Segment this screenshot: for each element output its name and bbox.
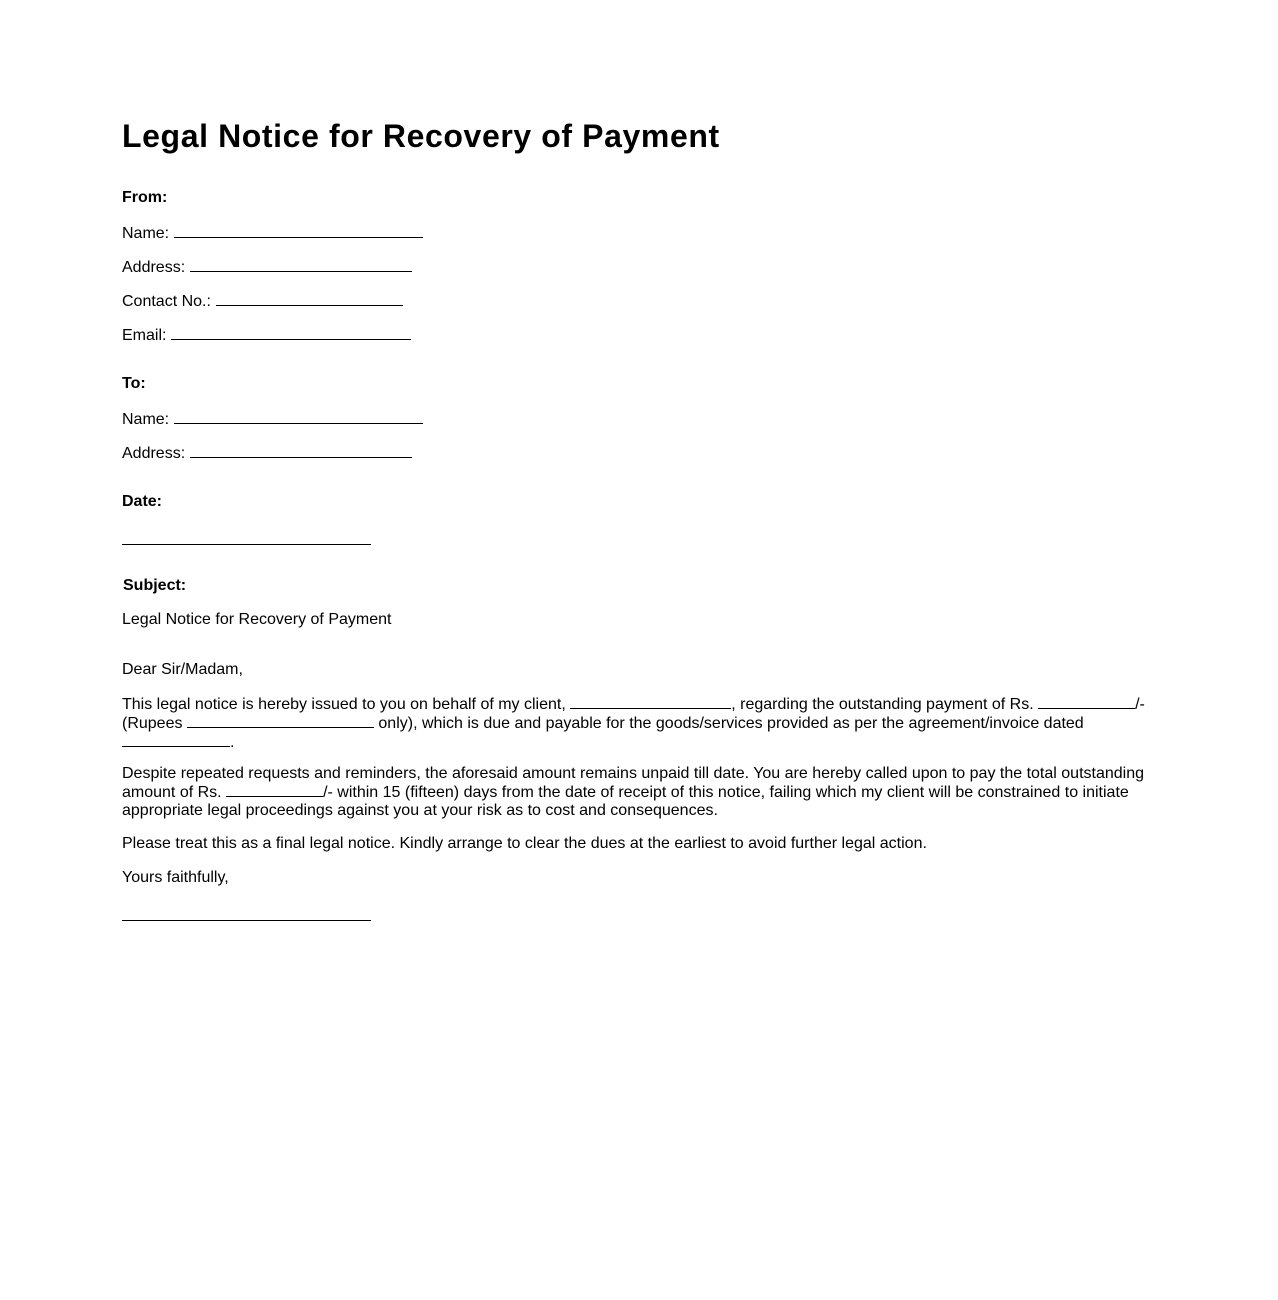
from-email-blank[interactable]	[171, 325, 411, 340]
para2-text-1: Despite repeated requests and reminders, the aforesaid amount remains unpaid till date. You are hereby called upon to pay the total outstanding amount of Rs.	[122, 765, 1144, 801]
para1-text-5: only), which is due and payable for the goods/services provided as per the agreement/invoice dated	[378, 715, 1084, 732]
to-address-blank[interactable]	[190, 443, 412, 458]
closing: Yours faithfully,	[122, 869, 229, 886]
page-title: Legal Notice for Recovery of Payment	[122, 118, 720, 154]
to-address-row	[122, 443, 412, 463]
para1-text-3: /-	[1135, 696, 1145, 713]
to-name-blank[interactable]	[174, 409, 423, 424]
client-name-blank[interactable]	[570, 695, 731, 709]
from-name-label: Name:	[122, 225, 170, 242]
to-name-label: Name:	[122, 411, 170, 428]
to-name-row	[122, 409, 423, 429]
para1-text-2: , regarding the outstanding payment of Rs.	[731, 696, 1034, 713]
outstanding-amount-blank[interactable]	[226, 783, 323, 797]
subject-heading: Subject:	[123, 577, 187, 594]
amount-words-blank[interactable]	[187, 714, 374, 728]
from-contact-label: Contact No.:	[122, 293, 211, 310]
para1-text-4: (Rupees	[122, 715, 183, 732]
from-address-label: Address:	[122, 259, 186, 276]
subject-text: Legal Notice for Recovery of Payment	[122, 611, 392, 628]
from-email-label: Email:	[122, 327, 167, 344]
from-address-row	[122, 257, 412, 277]
invoice-date-blank[interactable]	[122, 733, 230, 747]
to-heading: To:	[122, 375, 146, 392]
date-heading: Date:	[122, 493, 163, 510]
from-address-blank[interactable]	[190, 257, 412, 272]
paragraph-3: Please treat this as a final legal notice. Kindly arrange to clear the dues at the earliest to avoid further legal action.	[122, 835, 927, 852]
paragraph-1	[122, 695, 1152, 752]
from-contact-blank[interactable]	[216, 291, 403, 306]
para1-text-6: .	[230, 734, 235, 751]
paragraph-2	[122, 765, 1152, 820]
from-name-blank[interactable]	[174, 223, 423, 238]
salutation: Dear Sir/Madam,	[122, 661, 243, 678]
from-name-row	[122, 223, 423, 243]
date-blank[interactable]	[122, 543, 371, 545]
from-heading: From:	[122, 189, 168, 206]
para2-text-2: /- within 15 (fifteen) days from the date of receipt of this notice, failing which my client will be constrained to initiate appropriate legal proceedings against you at your risk as to cost and consequences.	[122, 784, 1129, 819]
from-contact-row	[122, 291, 403, 311]
to-address-label: Address:	[122, 445, 186, 462]
amount-blank[interactable]	[1038, 695, 1135, 709]
para1-text-1: This legal notice is hereby issued to you on behalf of my client,	[122, 696, 566, 713]
from-email-row	[122, 325, 411, 345]
signature-blank[interactable]	[122, 919, 371, 921]
